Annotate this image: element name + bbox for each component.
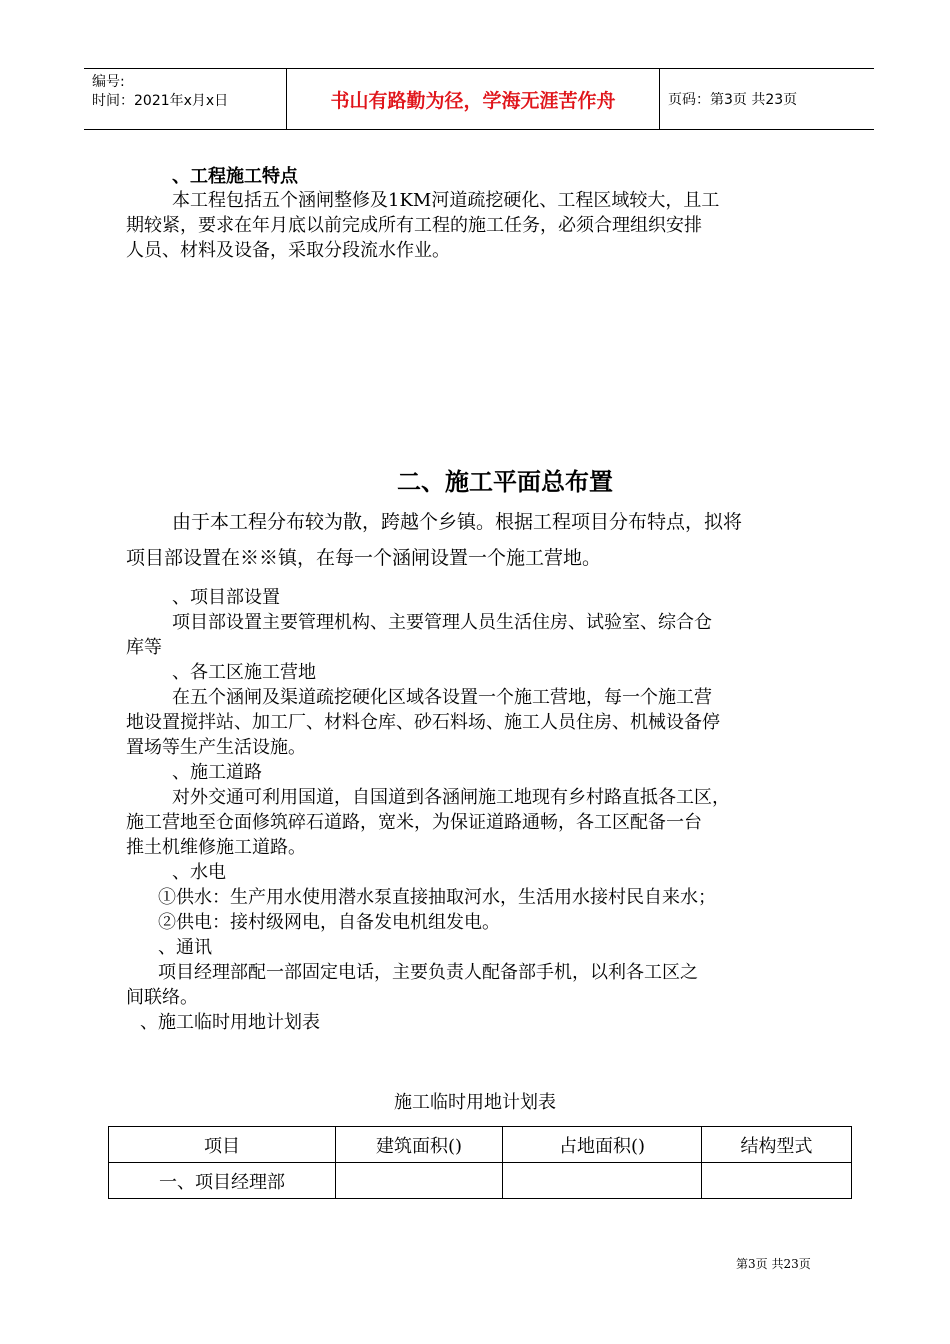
table-row bbox=[109, 1163, 852, 1199]
paragraph-line: 人员、材料及设备，采取分段流水作业。 bbox=[126, 240, 450, 261]
table-cell: 一、项目经理部 bbox=[109, 1163, 336, 1199]
subheading: 、水电 bbox=[172, 862, 226, 883]
subheading: 、项目部设置 bbox=[172, 587, 280, 608]
paragraph-line: 对外交通可利用国道，自国道到各涵闸施工地现有乡村路直抵各工区， bbox=[172, 787, 730, 808]
header-cell-item: 项目 bbox=[109, 1127, 336, 1163]
paragraph-line: ①供水：生产用水使用潜水泵直接抽取河水，生活用水接村民自来水； bbox=[158, 887, 716, 908]
paragraph-line: 项目部设置主要管理机构、主要管理人员生活住房、试验室、综合仓 bbox=[172, 612, 712, 633]
section-heading-features: 、工程施工特点 bbox=[172, 166, 298, 187]
table-cell bbox=[336, 1163, 503, 1199]
paragraph-line: 期较紧，要求在年月底以前完成所有工程的施工任务，必须合理组织安排 bbox=[126, 215, 702, 236]
paragraph-line: 施工营地至仓面修筑碎石道路，宽米，为保证道路通畅，各工区配备一台 bbox=[126, 812, 702, 833]
subheading: 、各工区施工营地 bbox=[172, 662, 316, 683]
header-cell-structure: 结构型式 bbox=[702, 1127, 852, 1163]
document-number-label: 编号: bbox=[92, 74, 125, 90]
table-caption: 施工临时用地计划表 bbox=[394, 1092, 556, 1113]
header-motto: 书山有路勤为径，学海无涯苦作舟 bbox=[286, 69, 660, 129]
paragraph-line: 置场等生产生活设施。 bbox=[126, 737, 306, 758]
header-meta bbox=[92, 73, 282, 111]
section-heading-layout: 二、施工平面总布置 bbox=[397, 468, 613, 496]
page-footer: 第3页 共23页 bbox=[736, 1257, 811, 1271]
paragraph-line: 项目部设置在※※镇，在每一个涵闸设置一个施工营地。 bbox=[126, 547, 602, 569]
paragraph-line: 间联络。 bbox=[126, 987, 198, 1008]
land-use-plan-table bbox=[108, 1126, 852, 1199]
header-cell-land-area: 占地面积() bbox=[503, 1127, 702, 1163]
header-cell-building-area: 建筑面积() bbox=[336, 1127, 503, 1163]
page-header bbox=[84, 68, 874, 130]
paragraph-line: 本工程包括五个涵闸整修及1KM河道疏挖硬化、工程区域较大，且工 bbox=[172, 190, 720, 211]
subheading: 、施工道路 bbox=[172, 762, 262, 783]
paragraph-line: 由于本工程分布较为散，跨越个乡镇。根据工程项目分布特点，拟将 bbox=[172, 511, 743, 533]
table-cell bbox=[503, 1163, 702, 1199]
subheading: 、施工临时用地计划表 bbox=[140, 1012, 320, 1033]
subheading: 、通讯 bbox=[158, 937, 212, 958]
header-page-info: 页码：第3页 共23页 bbox=[668, 92, 798, 108]
paragraph-line: 在五个涵闸及渠道疏挖硬化区域各设置一个施工营地，每一个施工营 bbox=[172, 687, 712, 708]
table-cell bbox=[702, 1163, 852, 1199]
table-header-row bbox=[109, 1127, 852, 1163]
paragraph-line: 项目经理部配一部固定电话，主要负责人配备部手机，以利各工区之 bbox=[158, 962, 698, 983]
paragraph-line: 库等 bbox=[126, 637, 162, 658]
document-date: 时间：2021年x月x日 bbox=[92, 93, 229, 109]
paragraph-line: 推土机维修施工道路。 bbox=[126, 837, 306, 858]
paragraph-line: ②供电：接村级网电，自备发电机组发电。 bbox=[158, 912, 500, 933]
paragraph-line: 地设置搅拌站、加工厂、材料仓库、砂石料场、施工人员住房、机械设备停 bbox=[126, 712, 720, 733]
